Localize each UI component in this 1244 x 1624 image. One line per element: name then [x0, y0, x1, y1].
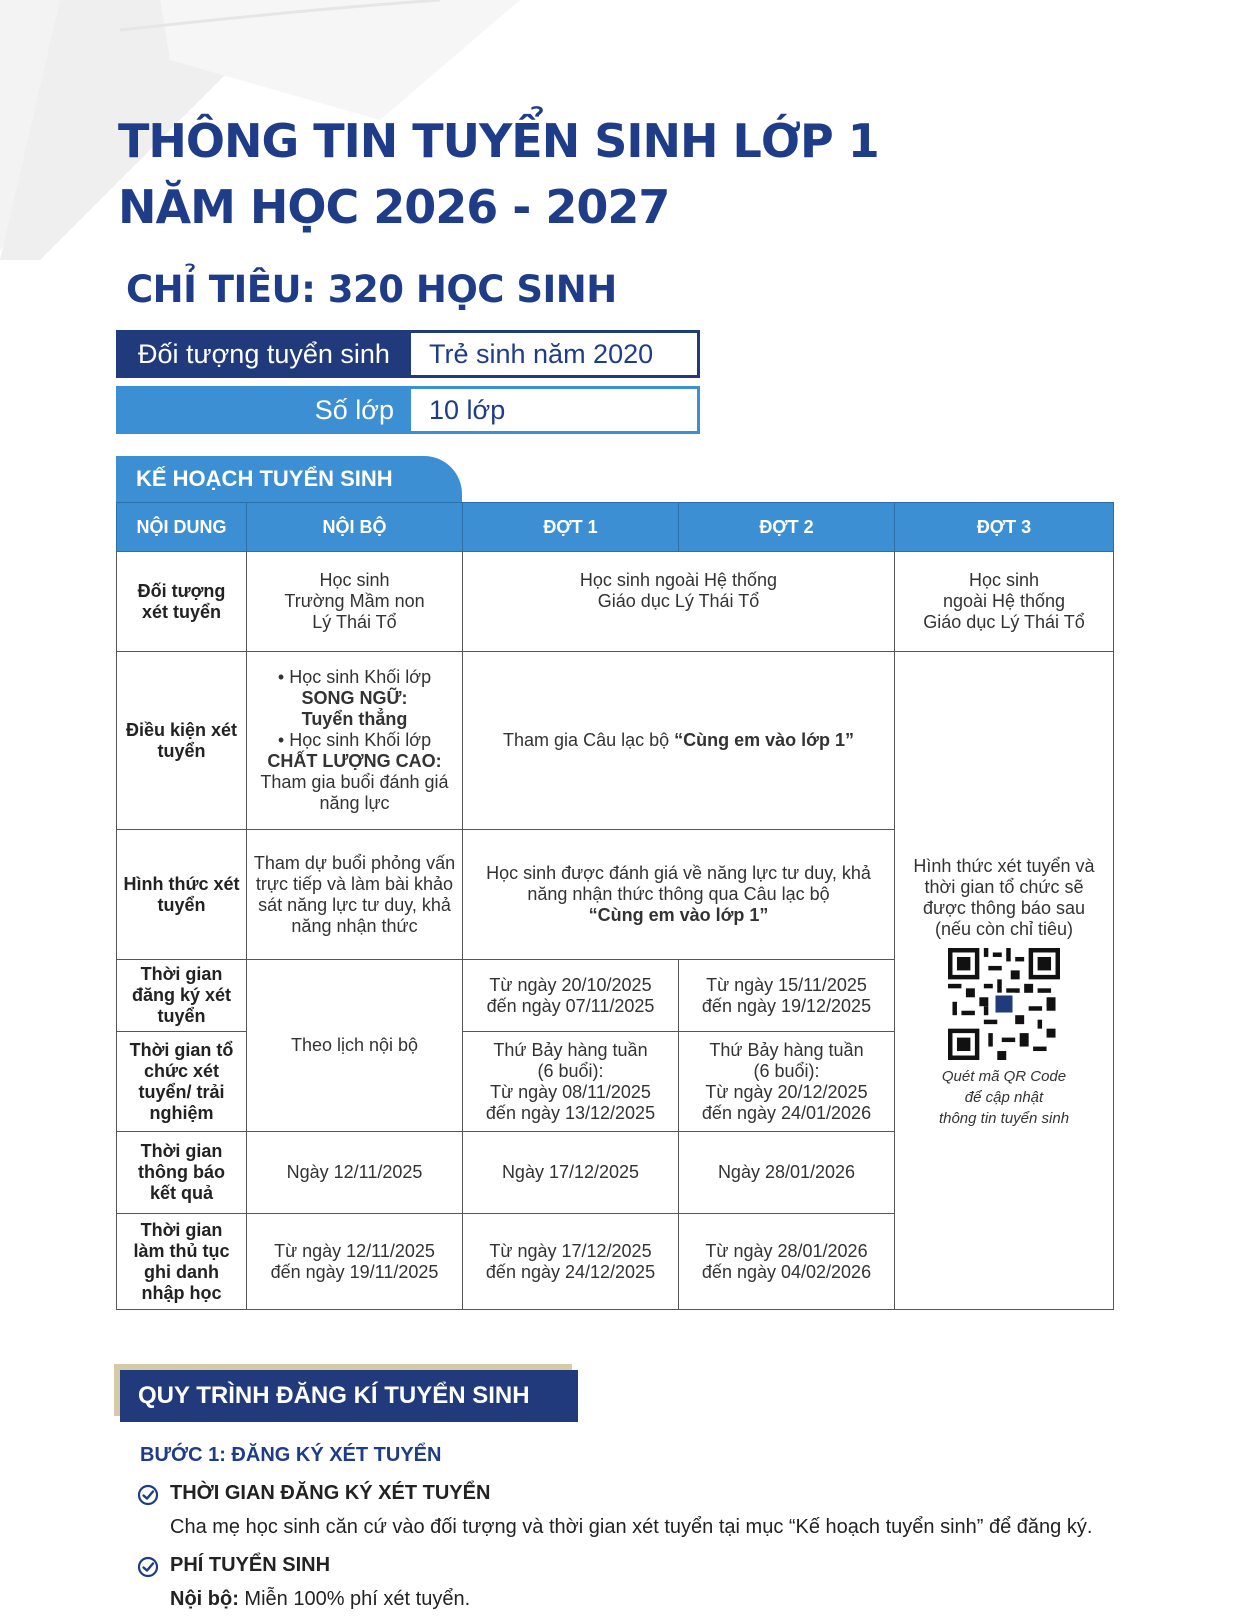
qr-caption: Quét mã QR Code để cập nhật thông tin tuyển sinh	[938, 1068, 1070, 1127]
cell-noi-bo: • Học sinh Khối lớp SONG NGỮ: Tuyển thẳng • Học sinh Khối lớp CHẤT LƯỢNG CAO: Tham gia buổi đánh giá năng lực	[247, 652, 463, 830]
cell-dot-2: Thứ Bảy hàng tuần (6 buổi): Từ ngày 20/12/2025 đến ngày 24/01/2026	[679, 1032, 895, 1132]
cell-dot-2: Ngày 28/01/2026	[679, 1132, 895, 1214]
cell-noi-bo: Tham dự buổi phỏng vấn trực tiếp và làm bài khảo sát năng lực tư duy, khả năng nhận thức	[247, 830, 463, 960]
cell-dot-1-2: Học sinh được đánh giá về năng lực tư duy, khả năng nhận thức thông qua Câu lạc bộ “Cùng em vào lớp 1”	[463, 830, 895, 960]
title-line-1: THÔNG TIN TUYỂN SINH LỚP 1	[118, 114, 879, 168]
header-noi-bo: NỘI BỘ	[247, 503, 463, 552]
dot-3-note: Hình thức xét tuyển và thời gian tổ chức sẽ được thông báo sau (nếu còn chỉ tiêu)	[913, 856, 1095, 939]
cell-dot-2: Từ ngày 28/01/2026 đến ngày 04/02/2026	[679, 1214, 895, 1310]
info-value: Trẻ sinh năm 2020	[408, 330, 700, 378]
cell-dot-1-2: Học sinh ngoài Hệ thống Giáo dục Lý Thái Tổ	[463, 552, 895, 652]
info-value: 10 lớp	[408, 386, 700, 434]
table-row	[117, 652, 1114, 830]
cell-dot-3-merged	[895, 652, 1114, 1310]
process-section-title: QUY TRÌNH ĐĂNG KÍ TUYỂN SINH	[120, 1370, 578, 1422]
cell-dot-2: Từ ngày 15/11/2025 đến ngày 19/12/2025	[679, 960, 895, 1032]
cell-dot-1: Thứ Bảy hàng tuần (6 buổi): Từ ngày 08/11/2025 đến ngày 13/12/2025	[463, 1032, 679, 1132]
quota-heading: CHỈ TIÊU: 320 HỌC SINH	[126, 268, 617, 311]
row-label: Điều kiện xét tuyển	[117, 652, 247, 830]
header-dot-1: ĐỢT 1	[463, 503, 679, 552]
info-label: Đối tượng tuyển sinh	[116, 330, 408, 378]
admission-plan-table	[116, 502, 1114, 1310]
cell-dot-1-2: Tham gia Câu lạc bộ “Cùng em vào lớp 1”	[463, 652, 895, 830]
plan-section-tab: KẾ HOẠCH TUYỂN SINH	[116, 456, 462, 502]
row-label: Hình thức xét tuyển	[117, 830, 247, 960]
row-label: Thời gian tổ chức xét tuyển/ trải nghiệm	[117, 1032, 247, 1132]
check-circle-icon	[137, 1484, 159, 1506]
table-row	[117, 552, 1114, 652]
item-fee-text: Nội bộ: Miễn 100% phí xét tuyển.	[170, 1588, 471, 1610]
table-header-row	[117, 503, 1114, 552]
row-label: Đối tượng xét tuyển	[117, 552, 247, 652]
row-label: Thời gian thông báo kết quả	[117, 1132, 247, 1214]
cell-dot-1: Từ ngày 17/12/2025 đến ngày 24/12/2025	[463, 1214, 679, 1310]
item-registration-time-text: Cha mẹ học sinh căn cứ vào đối tượng và thời gian xét tuyển tại mục “Kế hoạch tuyển sinh” để đăng ký.	[170, 1516, 1093, 1538]
cell-noi-bo: Ngày 12/11/2025	[247, 1132, 463, 1214]
info-row-target	[116, 330, 700, 378]
info-row-classes	[116, 386, 700, 434]
qr-code-icon[interactable]	[948, 948, 1060, 1060]
row-label: Thời gian đăng ký xét tuyển	[117, 960, 247, 1032]
header-noi-dung: NỘI DUNG	[117, 503, 247, 552]
cell-noi-bo: Học sinh Trường Mầm non Lý Thái Tổ	[247, 552, 463, 652]
item-registration-time-title: THỜI GIAN ĐĂNG KÝ XÉT TUYỂN	[170, 1482, 491, 1504]
cell-dot-3: Học sinh ngoài Hệ thống Giáo dục Lý Thái Tổ	[895, 552, 1114, 652]
header-dot-3: ĐỢT 3	[895, 503, 1114, 552]
check-circle-icon	[137, 1556, 159, 1578]
header-dot-2: ĐỢT 2	[679, 503, 895, 552]
cell-noi-bo-merged: Theo lịch nội bộ	[247, 960, 463, 1132]
cell-dot-1: Từ ngày 20/10/2025 đến ngày 07/11/2025	[463, 960, 679, 1032]
page-title	[118, 108, 879, 240]
cell-dot-1: Ngày 17/12/2025	[463, 1132, 679, 1214]
row-label: Thời gian làm thủ tục ghi danh nhập học	[117, 1214, 247, 1310]
item-fee-title: PHÍ TUYỂN SINH	[170, 1554, 331, 1576]
info-label: Số lớp	[116, 386, 408, 434]
title-line-2: NĂM HỌC 2026 - 2027	[118, 180, 670, 234]
step-1-heading: BƯỚC 1: ĐĂNG KÝ XÉT TUYỂN	[140, 1444, 442, 1466]
cell-noi-bo: Từ ngày 12/11/2025 đến ngày 19/11/2025	[247, 1214, 463, 1310]
